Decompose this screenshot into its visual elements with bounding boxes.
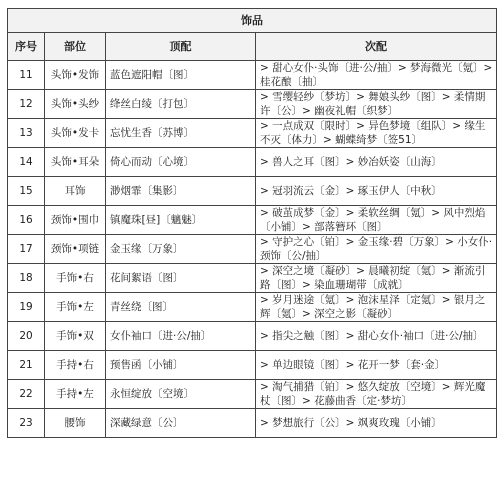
table-header-row (8, 33, 497, 61)
accessory-table-wrapper (7, 8, 496, 438)
row-top-choice: 金玉缘〔万象〕 (106, 235, 256, 264)
row-number: 14 (8, 148, 45, 177)
row-top-choice: 预售函〔小铺〕 (106, 351, 256, 380)
table-row (8, 409, 497, 438)
row-number: 19 (8, 293, 45, 322)
table-row (8, 235, 497, 264)
row-slot: 头饰•发饰 (45, 61, 106, 90)
row-slot: 颈饰•围巾 (45, 206, 106, 235)
row-top-choice: 青丝绕〔图〕 (106, 293, 256, 322)
row-slot: 头饰•头纱 (45, 90, 106, 119)
header-top-choice: 顶配 (106, 33, 256, 61)
row-slot: 头饰•发卡 (45, 119, 106, 148)
row-slot: 手饰•双 (45, 322, 106, 351)
row-number: 18 (8, 264, 45, 293)
table-row (8, 206, 497, 235)
row-top-choice: 倚心而动〔心境〕 (106, 148, 256, 177)
row-alternatives: > 甜心女仆·头饰〔进·公/抽〕> 梦海微光〔氪〕> 桂花酿〔抽〕 (256, 61, 497, 90)
header-number: 序号 (8, 33, 45, 61)
row-slot: 手持•右 (45, 351, 106, 380)
table-row (8, 119, 497, 148)
header-slot: 部位 (45, 33, 106, 61)
row-alternatives: > 兽人之耳〔图〕> 妙冶妖姿〔山海〕 (256, 148, 497, 177)
row-number: 13 (8, 119, 45, 148)
row-number: 11 (8, 61, 45, 90)
table-row (8, 380, 497, 409)
row-number: 15 (8, 177, 45, 206)
row-slot: 手饰•右 (45, 264, 106, 293)
row-alternatives: > 守护之心〔铂〕> 金玉缘·碧〔万象〕> 小女仆·颈饰〔公/抽〕 (256, 235, 497, 264)
row-number: 17 (8, 235, 45, 264)
row-alternatives: > 梦想旅行〔公〕> 飒爽玫瑰〔小铺〕 (256, 409, 497, 438)
header-alternatives: 次配 (256, 33, 497, 61)
accessory-table (7, 8, 497, 438)
row-number: 22 (8, 380, 45, 409)
row-alternatives: > 岁月迷途〔氪〕> 泡沫星泽〔定氪〕> 银月之辉〔氪〕> 深空之影〔凝砂〕 (256, 293, 497, 322)
row-alternatives: > 单边眼镜〔图〕> 花开一梦〔套·金〕 (256, 351, 497, 380)
row-top-choice: 蓝色遮阳帽〔图〕 (106, 61, 256, 90)
table-row (8, 148, 497, 177)
table-row (8, 322, 497, 351)
row-alternatives: > 淘气捕猎〔铂〕> 悠久绽放〔空境〕> 辉光魔杖〔图〕> 花藤曲香〔定·梦坊〕 (256, 380, 497, 409)
row-alternatives: > 深空之境〔凝砂〕> 晨曦初绽〔氪〕> 渐流引路〔图〕> 染血珊瑚带〔成就〕 (256, 264, 497, 293)
row-slot: 耳饰 (45, 177, 106, 206)
row-slot: 手饰•左 (45, 293, 106, 322)
row-alternatives: > 冠羽流云〔金〕> 琢玉伊人〔中秋〕 (256, 177, 497, 206)
table-title-row (8, 9, 497, 33)
row-top-choice: 花间絮语〔图〕 (106, 264, 256, 293)
row-alternatives: > 雪缨轻纱〔梦坊〕> 舞娘头纱〔图〕> 柔情期许〔公〕> 幽夜礼帽〔织梦〕 (256, 90, 497, 119)
row-number: 20 (8, 322, 45, 351)
row-top-choice: 女仆袖口〔进·公/抽〕 (106, 322, 256, 351)
row-slot: 手持•左 (45, 380, 106, 409)
row-slot: 颈饰•项链 (45, 235, 106, 264)
table-row (8, 264, 497, 293)
row-alternatives: > 指尖之触〔图〕> 甜心女仆·袖口〔进·公/抽〕 (256, 322, 497, 351)
table-body (8, 61, 497, 438)
row-alternatives: > 一点成双〔限时〕> 异色梦境〔组队〕> 缘生不灭〔体力〕> 蝴蝶绮梦〔签51〕 (256, 119, 497, 148)
row-top-choice: 绛丝白绫〔打包〕 (106, 90, 256, 119)
row-number: 12 (8, 90, 45, 119)
row-top-choice: 永恒绽放〔空境〕 (106, 380, 256, 409)
row-number: 16 (8, 206, 45, 235)
row-slot: 头饰•耳朵 (45, 148, 106, 177)
row-number: 21 (8, 351, 45, 380)
table-row (8, 293, 497, 322)
table-row (8, 351, 497, 380)
table-title: 饰品 (8, 9, 497, 33)
table-row (8, 90, 497, 119)
row-top-choice: 渺烟霏〔集影〕 (106, 177, 256, 206)
row-number: 23 (8, 409, 45, 438)
row-top-choice: 忘忧生香〔苏博〕 (106, 119, 256, 148)
row-top-choice: 深藏绿意〔公〕 (106, 409, 256, 438)
table-row (8, 61, 497, 90)
row-alternatives: > 破茧成梦〔金〕> 柔软丝绸〔氪〕> 风中烈焰〔小铺〕> 部落簪环〔图〕 (256, 206, 497, 235)
table-row (8, 177, 497, 206)
row-top-choice: 镇魔珠[昼]〔魑魅〕 (106, 206, 256, 235)
row-slot: 腰饰 (45, 409, 106, 438)
